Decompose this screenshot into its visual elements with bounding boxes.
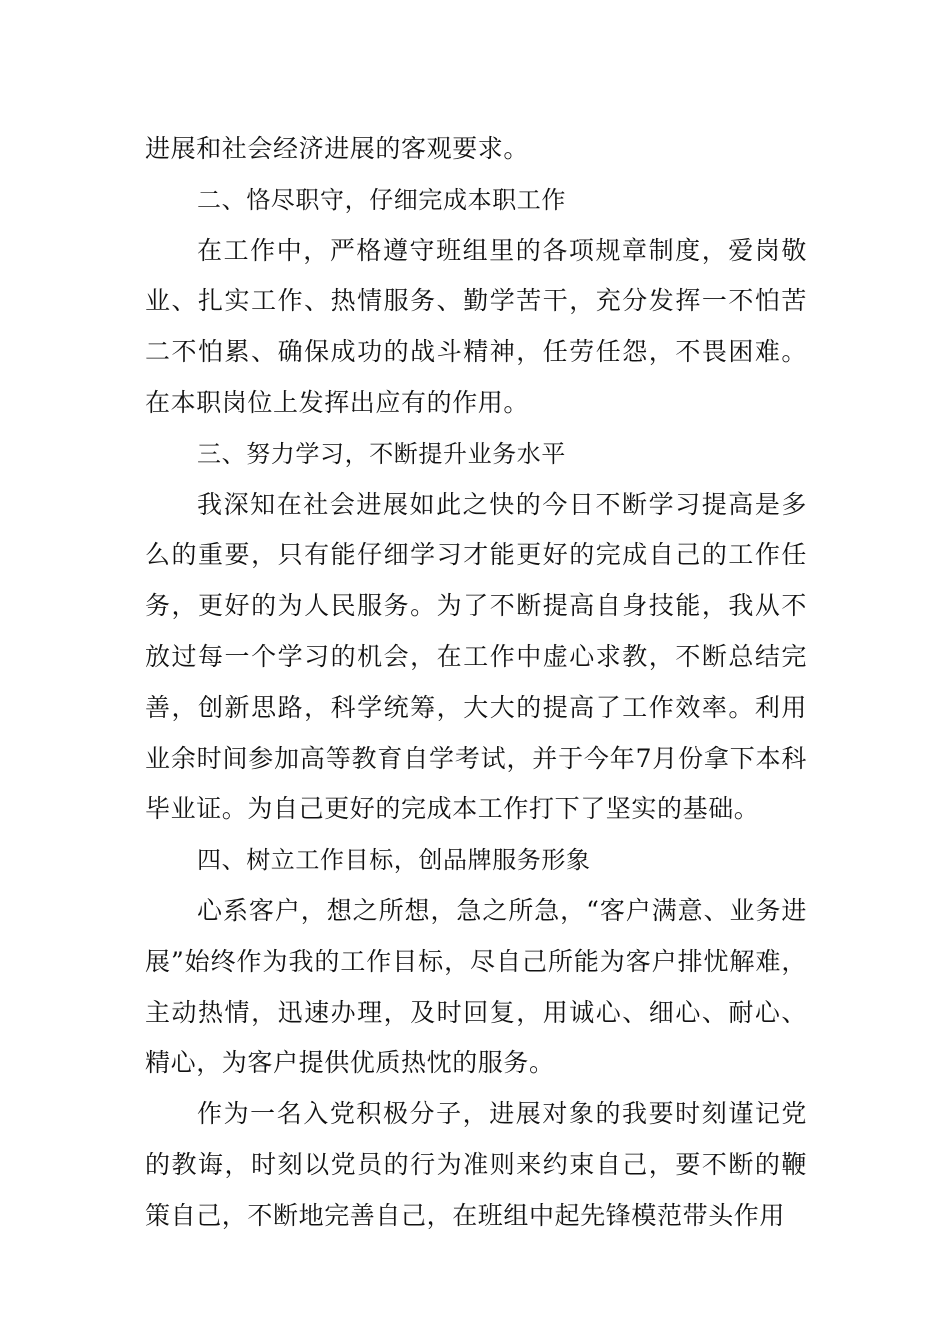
section-heading-3: 三、努力学习，不断提升业务水平 <box>197 439 566 468</box>
paragraph-party: 作为一名入党积极分子，进展对象的我要时刻谨记党的教诲，时刻以党员的行为准则来约束自己，要不断的鞭策自己，不断地完善自己，在班组中起先锋模范带头作用 <box>145 1099 807 1230</box>
paragraph-service: 心系客户，想之所想，急之所急，“客户满意、业务进展”始终作为我的工作目标，尽自己所能为客户排忧解难，主动热情，迅速办理，及时回复，用诚心、细心、耐心、精心，为客户提供优质热忱的服务。 <box>145 895 807 1078</box>
document-body <box>145 124 807 1242</box>
section-heading-2: 二、恪尽职守，仔细完成本职工作 <box>197 185 566 214</box>
section-heading-4: 四、树立工作目标，创品牌服务形象 <box>197 846 591 875</box>
paragraph-continuation: 进展和社会经济进展的客观要求。 <box>145 134 530 163</box>
paragraph-duty: 在工作中，严格遵守班组里的各项规章制度，爱岗敬业、扎实工作、热情服务、勤学苦干，充分发挥一不怕苦二不怕累、确保成功的战斗精神，任劳任怨，不畏困难。在本职岗位上发挥出应有的作用。 <box>145 235 807 417</box>
paragraph-study: 我深知在社会进展如此之快的今日不断学习提高是多么的重要，只有能仔细学习才能更好的完成自己的工作任务，更好的为人民服务。为了不断提高自身技能，我从不放过每一个学习的机会，在工作中虚心求教，不断总结完善，创新思路，科学统筹，大大的提高了工作效率。利用业余时间参加高等教育自学考试，并于今年7月份拿下本科毕业证。为自己更好的完成本工作打下了坚实的基础。 <box>145 489 807 824</box>
